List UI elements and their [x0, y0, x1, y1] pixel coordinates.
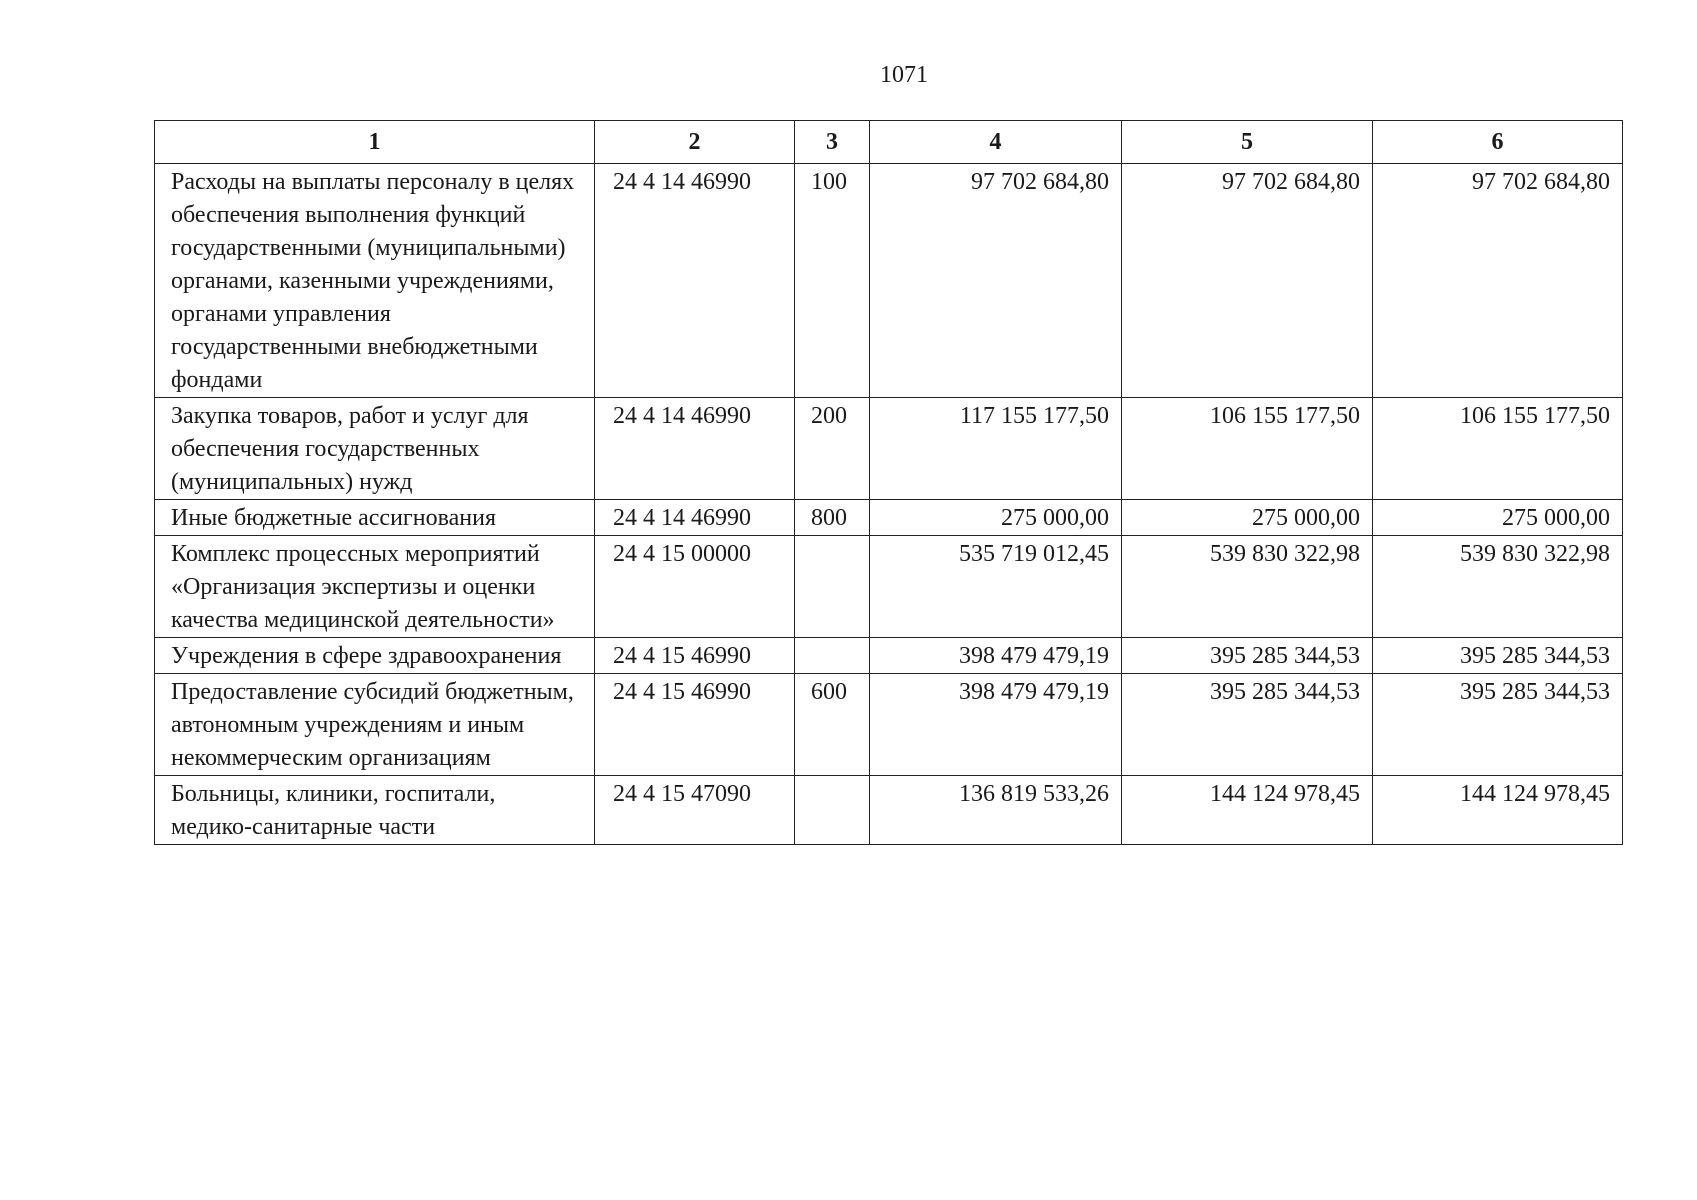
row-value-4: 398 479 479,19: [870, 674, 1122, 776]
row-value-6: 144 124 978,45: [1373, 776, 1623, 845]
page-number: 1071: [880, 62, 928, 88]
table-row: [155, 536, 1623, 638]
row-expense-type: 200: [795, 398, 870, 500]
row-value-5: 97 702 684,80: [1122, 164, 1373, 398]
row-name: Комплекс процессных мероприятий «Организация экспертизы и оценки качества медицинской деятельности»: [155, 536, 595, 638]
row-expense-type: [795, 638, 870, 674]
row-expense-type: 100: [795, 164, 870, 398]
table-row: [155, 164, 1623, 398]
header-col-5: 5: [1122, 121, 1373, 164]
row-name: Учреждения в сфере здравоохранения: [155, 638, 595, 674]
header-col-2: 2: [595, 121, 795, 164]
row-expense-type: 600: [795, 674, 870, 776]
row-value-6: 395 285 344,53: [1373, 674, 1623, 776]
row-value-4: 136 819 533,26: [870, 776, 1122, 845]
row-value-5: 106 155 177,50: [1122, 398, 1373, 500]
row-code: 24 4 15 47090: [595, 776, 795, 845]
row-value-4: 398 479 479,19: [870, 638, 1122, 674]
table-row: [155, 500, 1623, 536]
row-value-4: 117 155 177,50: [870, 398, 1122, 500]
row-value-6: 395 285 344,53: [1373, 638, 1623, 674]
row-expense-type: [795, 536, 870, 638]
row-code: 24 4 15 46990: [595, 638, 795, 674]
row-code: 24 4 14 46990: [595, 164, 795, 398]
row-name: Расходы на выплаты персоналу в целях обеспечения выполнения функций государственными (муниципальными) органами, казенными учреждениями, органами управления государственными внебюджетными фондами: [155, 164, 595, 398]
row-name: Предоставление субсидий бюджетным, автономным учреждениям и иным некоммерческим организациям: [155, 674, 595, 776]
header-row: [155, 121, 1623, 164]
row-expense-type: 800: [795, 500, 870, 536]
header-col-3: 3: [795, 121, 870, 164]
row-name: Больницы, клиники, госпитали, медико-санитарные части: [155, 776, 595, 845]
row-value-4: 275 000,00: [870, 500, 1122, 536]
table-row: [155, 776, 1623, 845]
row-code: 24 4 14 46990: [595, 398, 795, 500]
table-row: [155, 674, 1623, 776]
row-value-5: 275 000,00: [1122, 500, 1373, 536]
row-value-4: 535 719 012,45: [870, 536, 1122, 638]
header-col-4: 4: [870, 121, 1122, 164]
row-code: 24 4 15 00000: [595, 536, 795, 638]
row-value-5: 144 124 978,45: [1122, 776, 1373, 845]
row-value-6: 106 155 177,50: [1373, 398, 1623, 500]
row-value-6: 97 702 684,80: [1373, 164, 1623, 398]
budget-table: [154, 120, 1623, 845]
row-value-5: 539 830 322,98: [1122, 536, 1373, 638]
row-value-6: 539 830 322,98: [1373, 536, 1623, 638]
row-name: Иные бюджетные ассигнования: [155, 500, 595, 536]
row-value-5: 395 285 344,53: [1122, 674, 1373, 776]
header-col-6: 6: [1373, 121, 1623, 164]
table-row: [155, 398, 1623, 500]
table-row: [155, 638, 1623, 674]
row-code: 24 4 15 46990: [595, 674, 795, 776]
header-col-1: 1: [155, 121, 595, 164]
row-value-5: 395 285 344,53: [1122, 638, 1373, 674]
row-expense-type: [795, 776, 870, 845]
row-value-6: 275 000,00: [1373, 500, 1623, 536]
row-code: 24 4 14 46990: [595, 500, 795, 536]
row-name: Закупка товаров, работ и услуг для обеспечения государственных (муниципальных) нужд: [155, 398, 595, 500]
row-value-4: 97 702 684,80: [870, 164, 1122, 398]
